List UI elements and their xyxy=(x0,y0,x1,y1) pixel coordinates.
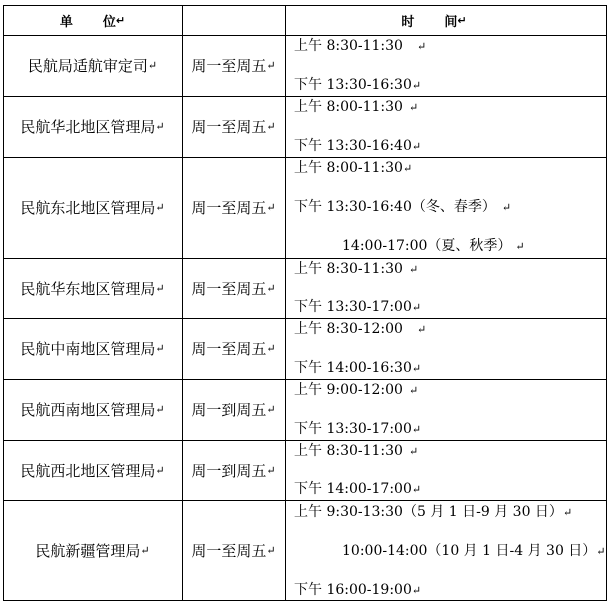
unit-name: 民航华东地区管理局 xyxy=(20,279,156,298)
time-text: 下午 16:00-19:00 xyxy=(294,582,412,598)
days-range: 周一至周五 xyxy=(191,57,267,75)
unit-name: 民航华北地区管理局 xyxy=(20,118,156,136)
days-range: 周一至周五 xyxy=(191,279,267,298)
time-line xyxy=(294,441,418,461)
time-text: 上午 9:00-12:00 xyxy=(294,382,403,398)
days-range: 周一至周五 xyxy=(191,541,267,560)
header-unit-char-2: 位 xyxy=(102,14,116,30)
paragraph-mark: ↵ xyxy=(147,59,158,72)
unit-cell xyxy=(3,96,182,157)
paragraph-mark: ↵ xyxy=(266,281,276,295)
header-time-char-1: 时 xyxy=(401,14,415,30)
paragraph-mark: ↵ xyxy=(266,120,276,133)
time-text: 下午 14:00-17:00 xyxy=(294,481,412,497)
days-range: 周一到周五 xyxy=(191,461,267,480)
unit-cell xyxy=(3,379,182,440)
paragraph-mark: ↵ xyxy=(155,201,165,214)
time-line xyxy=(294,197,511,217)
time-text: 上午 8:00-11:30 xyxy=(294,99,403,115)
paragraph-mark: ↵ xyxy=(266,403,276,416)
time-text: 下午 13:30-16:40（冬、春季） xyxy=(294,199,496,215)
days-range: 周一到周五 xyxy=(191,401,267,419)
table-border-right xyxy=(606,5,607,601)
paragraph-mark: ↵ xyxy=(402,162,413,175)
unit-cell xyxy=(3,35,182,96)
unit-cell xyxy=(3,500,182,600)
unit-name: 民航西北地区管理局 xyxy=(20,461,156,480)
paragraph-mark: ↵ xyxy=(416,40,427,53)
time-line xyxy=(294,502,572,522)
header-time xyxy=(182,5,606,35)
unit-cell xyxy=(3,258,182,318)
paragraph-mark: ↵ xyxy=(408,445,419,458)
paragraph-mark: ↵ xyxy=(408,384,419,397)
paragraph-mark: ↵ xyxy=(411,301,422,314)
paragraph-mark: ↵ xyxy=(411,423,422,436)
paragraph-mark: ↵ xyxy=(115,13,126,27)
unit-name: 民航东北地区管理局 xyxy=(20,199,156,217)
days-cell xyxy=(182,258,285,318)
paragraph-mark: ↵ xyxy=(411,584,422,597)
paragraph-mark: ↵ xyxy=(155,342,165,355)
days-range: 周一至周五 xyxy=(191,118,267,136)
paragraph-mark: ↵ xyxy=(140,543,150,557)
paragraph-mark: ↵ xyxy=(266,463,276,477)
time-text: 下午 13:30-17:00 xyxy=(294,299,412,315)
time-text: 14:00-17:00（夏、秋季） xyxy=(342,238,512,254)
days-range: 周一至周五 xyxy=(191,340,267,358)
table-border-bottom xyxy=(3,600,607,601)
time-text: 上午 8:30-11:30 xyxy=(294,443,403,459)
paragraph-mark: ↵ xyxy=(416,323,427,336)
paragraph-mark: ↵ xyxy=(408,101,419,114)
time-text: 10:00-14:00（10 月 1 日-4 月 30 日） xyxy=(342,543,597,559)
time-text: 下午 13:30-16:40 xyxy=(294,138,412,154)
paragraph-mark: ↵ xyxy=(596,545,606,558)
paragraph-mark: ↵ xyxy=(266,201,276,214)
paragraph-mark: ↵ xyxy=(411,483,422,496)
paragraph-mark: ↵ xyxy=(266,543,276,557)
paragraph-mark: ↵ xyxy=(515,240,525,253)
time-line xyxy=(294,297,421,317)
unit-cell xyxy=(3,157,182,258)
column-divider-2 xyxy=(285,5,286,601)
header-unit xyxy=(3,5,182,35)
time-line xyxy=(294,319,426,339)
time-text: 上午 9:30-13:30（5 月 1 日-9 月 30 日） xyxy=(294,504,563,520)
time-line xyxy=(294,97,418,117)
unit-cell xyxy=(3,318,182,379)
days-range: 周一至周五 xyxy=(191,199,267,217)
paragraph-mark: ↵ xyxy=(562,506,573,519)
paragraph-mark: ↵ xyxy=(408,263,419,276)
time-text: 上午 8:30-11:30 xyxy=(294,38,403,54)
time-line xyxy=(342,236,525,256)
time-line xyxy=(294,259,418,279)
paragraph-mark: ↵ xyxy=(266,59,276,72)
paragraph-mark: ↵ xyxy=(411,79,422,92)
time-line xyxy=(294,75,421,95)
time-line xyxy=(294,419,421,439)
time-line xyxy=(294,136,421,156)
time-line xyxy=(294,580,421,600)
paragraph-mark: ↵ xyxy=(501,201,512,214)
time-line xyxy=(294,158,412,178)
days-cell xyxy=(182,440,285,500)
paragraph-mark: ↵ xyxy=(457,13,467,27)
paragraph-mark: ↵ xyxy=(155,403,165,416)
time-text: 上午 8:30-12:00 xyxy=(294,321,403,337)
paragraph-mark: ↵ xyxy=(155,120,165,133)
paragraph-mark: ↵ xyxy=(155,281,165,295)
unit-name: 民航局适航审定司 xyxy=(27,57,148,75)
header-time-char-2: 间 xyxy=(444,14,458,30)
header-unit-char-1: 单 xyxy=(59,14,73,30)
days-cell xyxy=(182,35,285,96)
unit-name: 民航新疆管理局 xyxy=(35,541,141,560)
paragraph-mark: ↵ xyxy=(411,362,422,375)
time-line xyxy=(294,479,421,499)
paragraph-mark: ↵ xyxy=(266,342,276,355)
time-line xyxy=(294,380,418,400)
days-cell xyxy=(182,96,285,157)
time-line xyxy=(342,541,606,561)
paragraph-mark: ↵ xyxy=(411,140,422,153)
days-cell xyxy=(182,318,285,379)
days-cell xyxy=(182,379,285,440)
time-text: 下午 13:30-17:00 xyxy=(294,421,412,437)
time-text: 下午 14:00-16:30 xyxy=(294,360,412,376)
time-line xyxy=(294,36,426,56)
time-text: 下午 13:30-16:30 xyxy=(294,77,412,93)
time-text: 上午 8:30-11:30 xyxy=(294,261,403,277)
unit-cell xyxy=(3,440,182,500)
unit-name: 民航西南地区管理局 xyxy=(20,401,156,419)
days-cell xyxy=(182,500,285,600)
unit-name: 民航中南地区管理局 xyxy=(20,340,156,358)
days-cell xyxy=(182,157,285,258)
paragraph-mark: ↵ xyxy=(155,463,165,477)
time-text: 上午 8:00-11:30 xyxy=(294,160,403,176)
time-line xyxy=(294,358,421,378)
